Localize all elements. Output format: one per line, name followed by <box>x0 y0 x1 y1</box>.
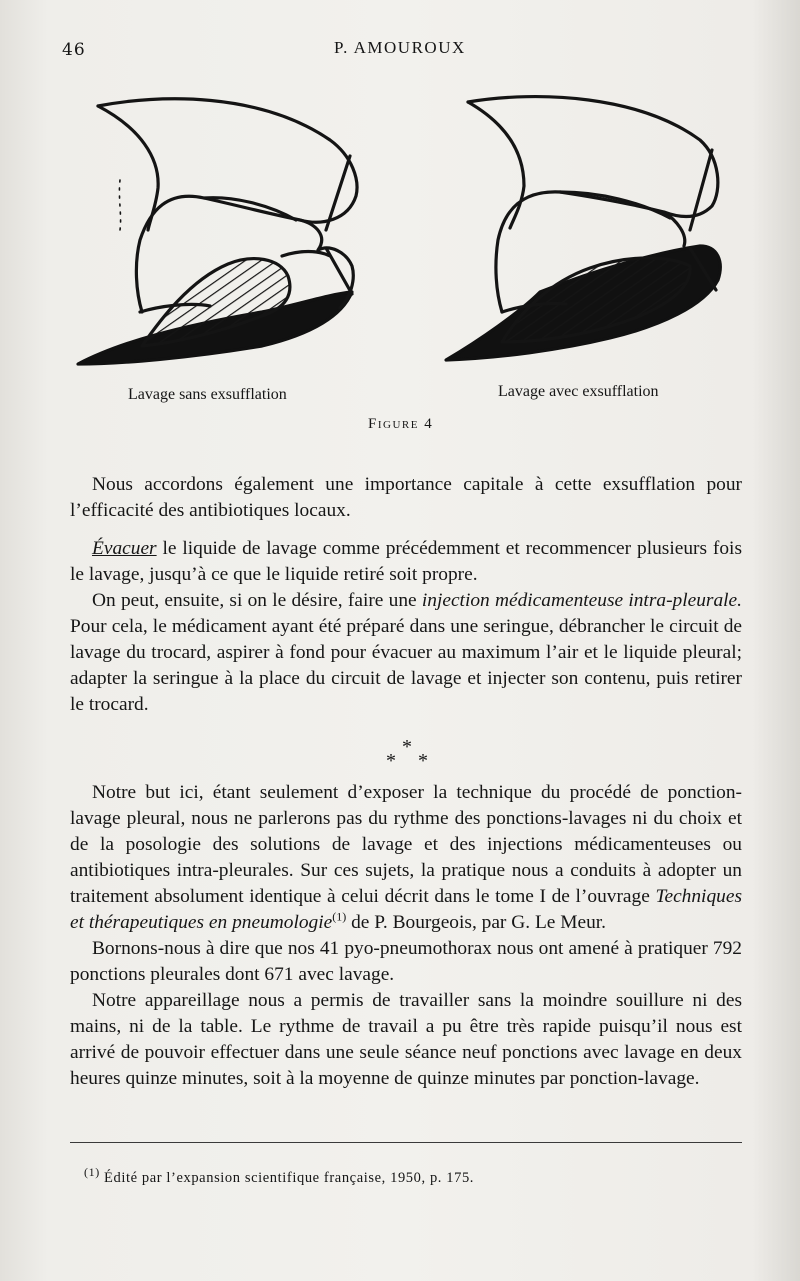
footnote-marker: (1) <box>84 1165 100 1180</box>
diagram-with-exsufflation <box>446 97 720 360</box>
footnote <box>84 1165 475 1187</box>
page-number: 46 <box>62 40 86 60</box>
diagram-without-exsufflation <box>78 99 357 364</box>
paragraph-2 <box>70 536 742 588</box>
asterism-separator <box>380 736 440 776</box>
footnote-ref: (1) <box>332 909 347 924</box>
paragraph-2-lead: Évacuer <box>92 538 157 559</box>
paragraph-3 <box>70 588 742 718</box>
caption-left: Lavage sans exsufflation <box>128 386 287 403</box>
paragraph-3-text-a: On peut, ensuite, si on le désire, faire une <box>92 590 422 611</box>
paragraph-2-text: le liquide de lavage comme précédemment et recommencer plusieurs fois le lavage, jusqu’à ce que le liquide retiré soit propre. <box>70 538 742 585</box>
caption-right: Lavage avec exsufflation <box>498 383 659 400</box>
paragraph-4-text-a: Notre but ici, étant seulement d’exposer la technique du procédé de ponction-lavage pleural, nous ne parlerons pas du rythme des ponctions-lavages ni du choix et de la posologie des solutions de lavage et des injections médicamenteuses ou antibiotiques intra-pleurales. Sur ces sujets, la pratique nous a conduits à adopter un traitement absolument identique à celui décrit dans le tome I de l’ouvrage <box>70 782 742 907</box>
paragraph-4-book-title: Techniques et thérapeutiques en pneumologie <box>70 886 742 933</box>
paragraph-3-text-b: Pour cela, le médicament ayant été préparé dans une seringue, débrancher le circuit de lavage du trocard, aspirer à fond pour évacuer au maximum l’air et le liquide pleural; adapter la seringue à la place du circuit de lavage et injecter son contenu, puis retirer le trocard. <box>70 616 742 715</box>
trocar-right <box>690 150 712 230</box>
paragraph-4 <box>70 780 742 936</box>
paragraph-1: Nous accordons également une importance capitale à cette exsufflation pour l’efficacité des antibiotiques locaux. <box>70 474 742 521</box>
asterism-right: * <box>418 750 428 772</box>
footnote-text: Édité par l’expansion scientifique française, 1950, p. 175. <box>99 1170 475 1186</box>
footnote-divider <box>70 1142 742 1143</box>
asterism-top: * <box>402 736 412 758</box>
asterism-left: * <box>386 750 396 772</box>
paragraph-exsufflation <box>70 472 742 524</box>
paragraph-4-text-b: de P. Bourgeois, par G. Le Meur. <box>346 912 607 933</box>
discussion-section <box>70 780 742 1092</box>
paragraph-5: Bornons-nous à dire que nos 41 pyo-pneumothorax nous ont amené à pratiquer 792 ponctions pleurales dont 671 avec lavage. <box>70 938 742 985</box>
running-title: P. AMOUROUX <box>334 38 466 57</box>
paragraph-6: Notre appareillage nous a permis de travailler sans la moindre souillure ni des mains, ni de la table. Le rythme de travail a pu être très rapide puisqu’il nous est arrivé de pouvoir effectuer dans une seule séance neuf ponctions avec lavage en deux heures quinze minutes, soit à la moyenne de quinze minutes par ponction-lavage. <box>70 990 742 1089</box>
page-header <box>0 36 800 66</box>
figure-label: Figure 4 <box>368 416 434 432</box>
figure-4-diagrams <box>0 80 800 380</box>
paragraph-3-emphasis: injection médicamenteuse intra-pleurale. <box>421 590 742 611</box>
lavage-steps <box>70 536 742 718</box>
